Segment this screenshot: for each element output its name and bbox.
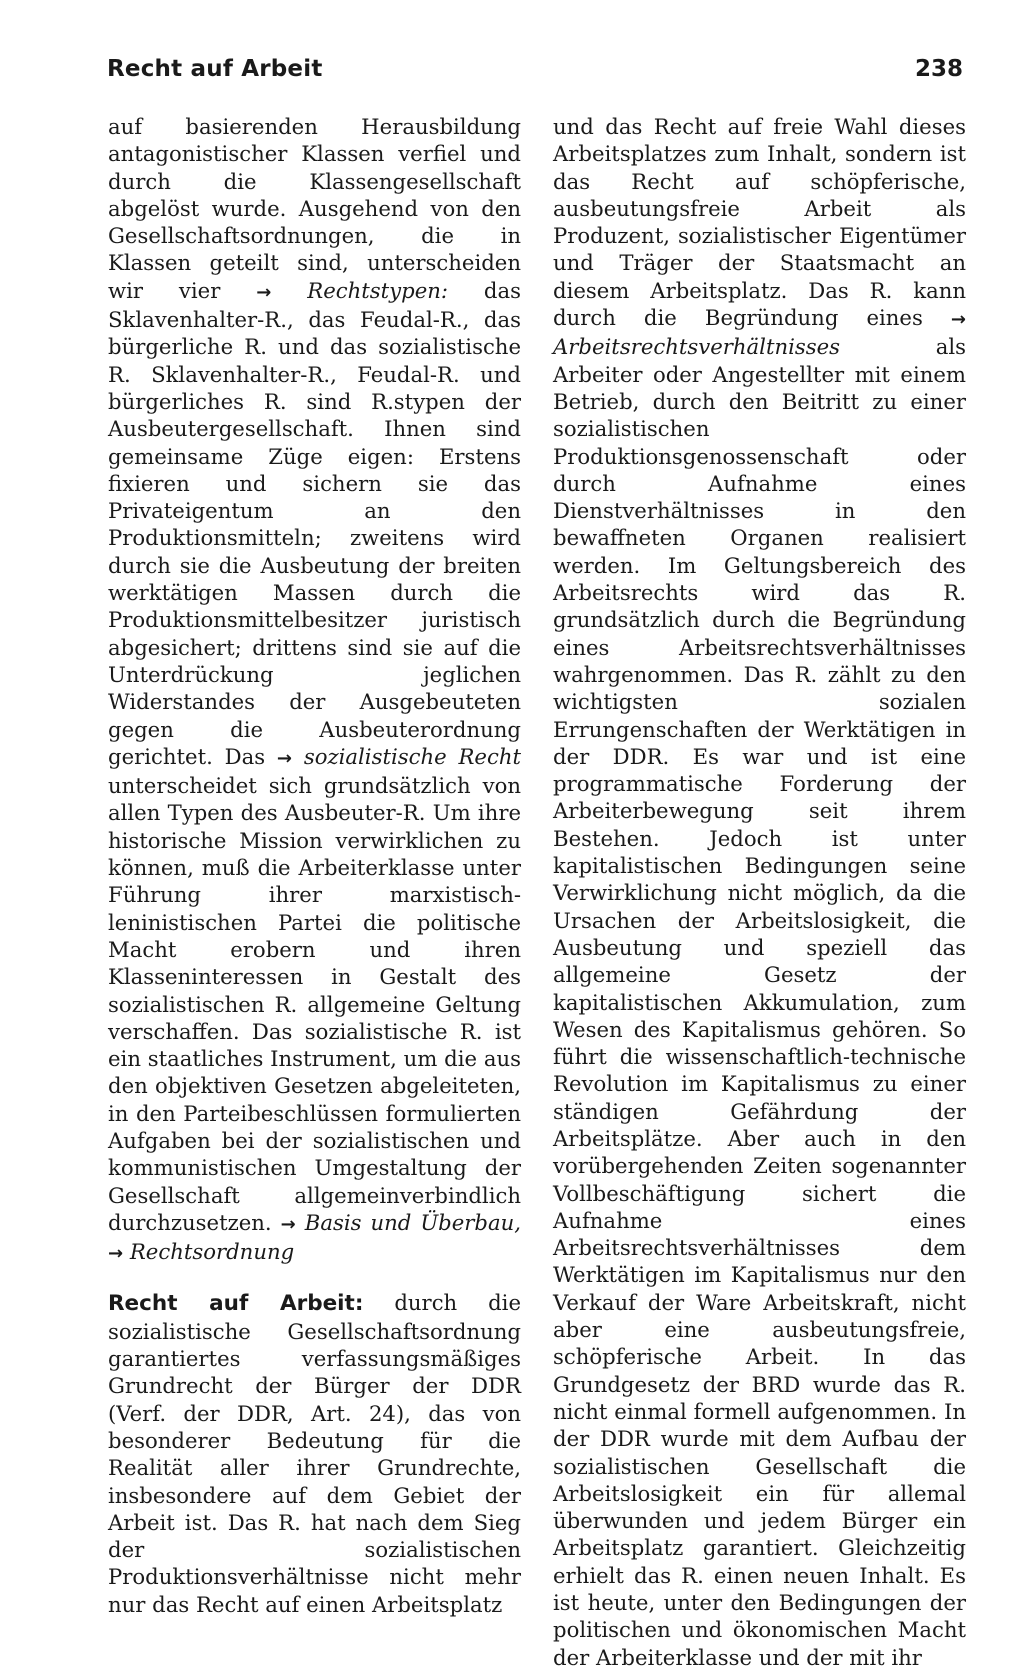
paragraph-gap	[108, 1267, 521, 1289]
cross-reference-arrow-icon: →	[108, 1243, 124, 1265]
right-column	[553, 113, 966, 1671]
text-run: durch die sozialistische Gesellschaftsordnung garantiertes verfassungsmäßiges Grundrecht der Bürger der DDR (Verf. der DDR, Art. 24), das von besonderer Bedeutung für die Realität aller ihrer Grundrechte, insbesondere auf dem Gebiet der Arbeit ist. Das R. hat nach dem Sieg der sozialistischen Produktionsverhältnisse nicht mehr nur das Recht auf einen Arbeitsplatz	[108, 1290, 521, 1617]
cross-reference: sozialistische Recht	[303, 743, 521, 769]
text-run: das Sklavenhalter-R., das Feudal-R., das bürgerliche R. und das sozialistische R. Sklavenhalter-R., Feudal-R. und bürgerliches R. sind R.stypen der Ausbeutergesellschaft. Ihnen sind gemeinsame Züge eigen: Erstens fixieren und sichern sie das Privateigentum an den Produktionsmitteln; zweitens wird durch sie die Ausbeutung der breiten werktätigen Massen durch die Produktionsmittelbesitzer juristisch abgesichert; drittens sind sie auf die Unterdrückung jeglichen Widerstandes der Ausgebeuteten gegen die Ausbeuterordnung gerichtet. Das	[108, 277, 521, 769]
paragraph-continuation	[553, 113, 966, 1671]
text-run: auf basierenden Herausbildung antagonistischer Klassen verfiel und durch die Klassengesellschaft abgelöst wurde. Ausgehend von den Gesellschaftsordnungen, die in Klassen geteilt sind, unterscheiden wir vier	[108, 114, 521, 303]
paragraph-rechtstypen	[108, 113, 521, 1267]
text-run: unterscheidet sich grundsätzlich von allen Typen des Ausbeuter-R. Um ihre historische Mission verwirklichen zu können, muß die Arbeiterklasse unter Führung ihrer marxistisch-leninistischen Partei die politische Macht erobern und ihren Klasseninteressen in Gestalt des sozialistischen R. allgemeine Geltung verschaffen. Das sozialistische R. ist ein staatliches Instrument, um die aus den objektiven Gesetzen abgeleiteten, in den Parteibeschlüssen formulierten Aufgaben bei der sozialistischen und kommunistischen Umgestaltung der Gesellschaft allgemeinverbindlich durchzusetzen.	[108, 773, 521, 1235]
page-header	[107, 56, 963, 96]
page-number: 238	[914, 56, 963, 82]
cross-reference: Arbeitsrechtsverhältnisses	[553, 334, 841, 360]
cross-reference: Rechtstypen:	[307, 277, 449, 303]
left-column	[108, 113, 521, 1618]
cross-reference-arrow-icon: →	[276, 747, 293, 769]
cross-reference: Basis und Überbau,	[304, 1209, 521, 1235]
entry-term: Recht auf Arbeit:	[108, 1291, 364, 1317]
cross-reference-arrow-icon: →	[950, 309, 966, 331]
entry-recht-auf-arbeit	[108, 1289, 521, 1618]
running-head: Recht auf Arbeit	[107, 56, 323, 82]
cross-reference-arrow-icon: →	[256, 281, 272, 303]
text-run: und das Recht auf freie Wahl dieses Arbeitsplatzes zum Inhalt, sondern ist das Recht auf schöpferische, ausbeutungsfreie Arbeit als Produzent, sozialistischer Eigentümer und Träger der Staatsmacht an diesem Arbeitsplatz. Das R. kann durch die Begründung eines	[553, 114, 966, 331]
cross-reference-arrow-icon: →	[280, 1213, 296, 1235]
cross-reference: Rechtsordnung	[129, 1239, 295, 1265]
text-run: als Arbeiter oder Angestellter mit einem Betrieb, durch den Beitritt zu einer sozialistischen Produktionsgenossenschaft oder durch Aufnahme eines Dienstverhältnisses in den bewaffneten Organen realisiert werden. Im Geltungsbereich des Arbeitsrechts wird das R. grundsätzlich durch die Begründung eines Arbeitsrechtsverhältnisses wahrgenommen. Das R. zählt zu den wichtigsten sozialen Errungenschaften der Werktätigen in der DDR. Es war und ist eine programmatische Forderung der Arbeiterbewegung seit ihrem Bestehen. Jedoch ist unter kapitalistischen Bedingungen seine Verwirklichung nicht möglich, da die Ursachen der Arbeitslosigkeit, die Ausbeutung und speziell das allgemeine Gesetz der kapitalistischen Akkumulation, zum Wesen des Kapitalismus gehören. So führt die wissenschaftlich-technische Revolution im Kapitalismus zu einer ständigen Gefährdung der Arbeitsplätze. Aber auch in den vorübergehenden Zeiten sogenannter Vollbeschäftigung sichert die Aufnahme eines Arbeitsrechtsverhältnisses dem Werktätigen im Kapitalismus nur den Verkauf der Ware Arbeitskraft, nicht aber eine ausbeutungsfreie, schöpferische Arbeit. In das Grundgesetz der BRD wurde das R. nicht einmal formell aufgenommen. In der DDR wurde mit dem Aufbau der sozialistischen Gesellschaft die Arbeitslosigkeit ein für allemal überwunden und jedem Bürger ein Arbeitsplatz garantiert. Gleichzeitig erhielt das R. einen neuen Inhalt. Es ist heute, unter den Bedingungen der politischen und ökonomischen Macht der Arbeiterklasse und der mit ihr	[553, 334, 966, 1670]
